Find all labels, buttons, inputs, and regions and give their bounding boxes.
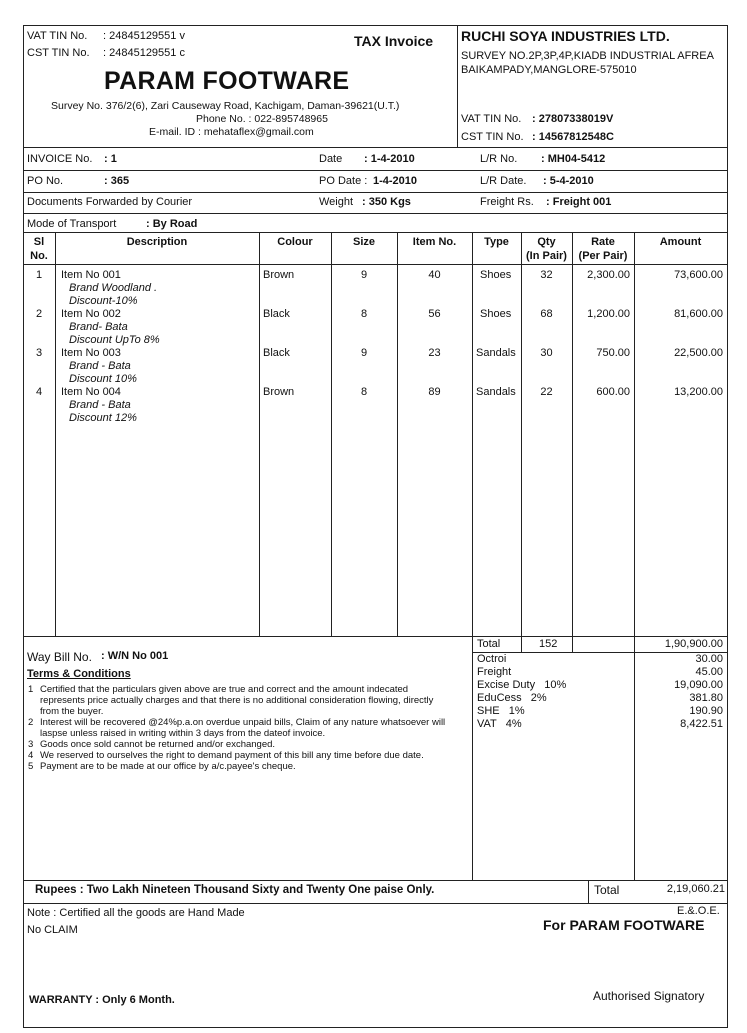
header-divider xyxy=(457,25,458,147)
line-table-bottom xyxy=(23,636,727,637)
item-type: Shoes xyxy=(480,308,512,320)
charge-excise-value: 19,090.00 xyxy=(674,679,723,691)
item-type: Sandals xyxy=(476,386,516,398)
invoice-no-label: INVOICE No. xyxy=(27,153,93,165)
date-label: Date xyxy=(319,153,343,165)
item-number: 23 xyxy=(428,347,441,359)
col-header-rate-unit: (Per Pair) xyxy=(578,250,628,262)
frame-bottom xyxy=(23,1027,727,1028)
line-rupees-top xyxy=(23,880,727,881)
line-rupees-bottom xyxy=(23,903,727,904)
item-discount: Discount 10% xyxy=(69,373,137,385)
item-sl: 2 xyxy=(35,308,43,320)
charge-vat-label: VAT 4% xyxy=(477,718,522,730)
item-number: 56 xyxy=(428,308,441,320)
weight-label: Weight xyxy=(319,196,354,208)
item-discount: Discount UpTo 8% xyxy=(69,334,160,346)
line-info-2 xyxy=(23,192,727,193)
total-amount: 1,90,900.00 xyxy=(664,638,723,650)
transport-label: Mode of Transport xyxy=(27,218,117,230)
term-number: 5 xyxy=(28,761,34,772)
col-header-colour: Colour xyxy=(277,236,313,248)
invoice-no-value: : 1 xyxy=(104,153,117,165)
buyer-address-line-1: SURVEY NO.2P,3P,4P,KIADB INDUSTRIAL AFREA xyxy=(461,50,714,62)
lr-no-label: L/R No. xyxy=(480,153,518,165)
col-header-rate: Rate xyxy=(591,236,615,248)
footer-eoe: E.&.O.E. xyxy=(677,905,720,917)
col-header-qty: Qty xyxy=(537,236,556,248)
term-number: 4 xyxy=(28,750,34,761)
col-header-size: Size xyxy=(352,236,375,248)
item-description: Item No 002 xyxy=(61,308,121,320)
footer-note: Note : Certified all the goods are Hand Made xyxy=(27,907,245,919)
freight-label: Freight Rs. xyxy=(480,196,534,208)
term-line: laspse unless raised in writing within 3 days from the dateof invoice. xyxy=(40,728,326,739)
item-brand: Brand - Bata xyxy=(69,399,131,411)
frame-top xyxy=(23,25,727,26)
item-rate: 600.00 xyxy=(596,386,630,398)
col-line-desc xyxy=(259,232,260,636)
weight-value: : 350 Kgs xyxy=(362,196,411,208)
term-number: 3 xyxy=(28,739,34,750)
col-line-itemno xyxy=(472,232,473,880)
item-colour: Brown xyxy=(263,386,295,398)
charge-freight-label: Freight xyxy=(477,666,512,678)
charge-vat-value: 8,422.51 xyxy=(680,718,723,730)
item-qty: 68 xyxy=(540,308,553,320)
col-line-colour xyxy=(331,232,332,636)
item-rate: 2,300.00 xyxy=(587,269,630,281)
po-no-label: PO No. xyxy=(27,175,64,187)
term-line: from the buyer. xyxy=(40,706,104,717)
line-info-1 xyxy=(23,170,727,171)
buyer-vat-tin-label: VAT TIN No. xyxy=(461,113,522,125)
waybill-label: Way Bill No. xyxy=(27,650,92,664)
freight-value: : Freight 001 xyxy=(546,196,612,208)
charge-octroi-value: 30.00 xyxy=(695,653,723,665)
term-line: represents price actually charges and that there is no additional consideration flowing, directly xyxy=(40,695,434,706)
item-qty: 30 xyxy=(540,347,553,359)
grand-total-amount: 2,19,060.21 xyxy=(666,883,725,895)
col-line-qty xyxy=(572,232,573,652)
buyer-vat-tin: : 27807338019V xyxy=(532,113,614,125)
col-line-grand-total xyxy=(588,880,589,903)
charge-freight-value: 45.00 xyxy=(695,666,723,678)
item-colour: Black xyxy=(263,308,290,320)
term-line: Certified that the particulars given above are true and correct and the amount indecated xyxy=(40,684,409,695)
total-label: Total xyxy=(477,638,501,650)
po-no-value: : 365 xyxy=(104,175,130,187)
total-qty: 152 xyxy=(539,638,558,650)
item-colour: Brown xyxy=(263,269,295,281)
item-amount: 73,600.00 xyxy=(674,269,723,281)
lr-no-value: : MH04-5412 xyxy=(541,153,606,165)
col-line-size xyxy=(397,232,398,636)
col-header-sl-no: No. xyxy=(30,250,48,262)
col-header-item-no: Item No. xyxy=(412,236,457,248)
item-size: 8 xyxy=(360,308,368,320)
frame-left xyxy=(23,25,24,1028)
charge-octroi-label: Octroi xyxy=(477,653,507,665)
item-amount: 22,500.00 xyxy=(674,347,723,359)
grand-total-label: Total xyxy=(594,883,620,897)
seller-address: Survey No. 376/2(6), Zari Causeway Road, Kachigam, Daman-39621(U.T.) xyxy=(51,100,400,112)
transport-value: : By Road xyxy=(146,218,198,230)
po-date-label: PO Date : xyxy=(319,175,368,187)
buyer-cst-tin: : 14567812548C xyxy=(532,131,614,143)
charge-excise-label: Excise Duty 10% xyxy=(477,679,567,691)
charge-educess-value: 381.80 xyxy=(689,692,723,704)
item-amount: 13,200.00 xyxy=(674,386,723,398)
item-colour: Black xyxy=(263,347,290,359)
seller-phone: Phone No. : 022-895748965 xyxy=(196,113,328,125)
term-number: 2 xyxy=(28,717,34,728)
item-number: 40 xyxy=(428,269,441,281)
charge-educess-label: EduCess 2% xyxy=(477,692,547,704)
line-header-bottom xyxy=(23,147,727,148)
footer-authorised-signatory: Authorised Signatory xyxy=(593,989,705,1003)
footer-warranty: WARRANTY : Only 6 Month. xyxy=(29,994,175,1006)
item-description: Item No 003 xyxy=(61,347,121,359)
col-header-type: Type xyxy=(484,236,509,248)
item-brand: Brand Woodland . xyxy=(69,282,158,294)
item-brand: Brand - Bata xyxy=(69,360,131,372)
col-line-type xyxy=(521,232,522,652)
item-number: 89 xyxy=(428,386,441,398)
document-title: TAX Invoice xyxy=(354,33,434,49)
item-rate: 750.00 xyxy=(596,347,630,359)
item-brand: Brand- Bata xyxy=(69,321,128,333)
line-table-top xyxy=(23,232,727,233)
po-date-value: 1-4-2010 xyxy=(373,175,418,187)
waybill-value: : W/N No 001 xyxy=(101,650,169,662)
term-line: Payment are to be made at our office by a/c.payee's cheque. xyxy=(40,761,296,772)
seller-cst-tin: : 24845129551 c xyxy=(103,47,185,59)
charge-she-label: SHE 1% xyxy=(477,705,525,717)
term-line: We reserved to ourselves the right to demand payment of this bill any time before due date. xyxy=(40,750,424,761)
item-description: Item No 004 xyxy=(61,386,121,398)
col-header-qty-unit: (In Pair) xyxy=(526,250,567,262)
item-description: Item No 001 xyxy=(61,269,121,281)
footer-for-company: For PARAM FOOTWARE xyxy=(543,917,705,933)
item-discount: Discount 12% xyxy=(69,412,137,424)
item-size: 9 xyxy=(360,347,368,359)
buyer-name: RUCHI SOYA INDUSTRIES LTD. xyxy=(461,28,670,44)
col-header-description: Description xyxy=(126,236,188,248)
col-header-amount: Amount xyxy=(659,236,702,248)
charge-she-value: 190.90 xyxy=(689,705,723,717)
col-line-rate xyxy=(634,232,635,880)
seller-name: PARAM FOOTWARE xyxy=(104,67,350,95)
item-amount: 81,600.00 xyxy=(674,308,723,320)
line-table-header-bottom xyxy=(23,264,727,265)
terms-heading: Terms & Conditions xyxy=(27,668,131,680)
item-size: 9 xyxy=(360,269,368,281)
item-sl: 4 xyxy=(35,386,43,398)
line-info-3 xyxy=(23,213,727,214)
seller-vat-tin: : 24845129551 v xyxy=(103,30,185,42)
date-value: : 1-4-2010 xyxy=(364,153,415,165)
amount-in-words: Rupees : Two Lakh Nineteen Thousand Sixty and Twenty One paise Only. xyxy=(35,884,435,896)
lr-date-value: : 5-4-2010 xyxy=(543,175,594,187)
item-qty: 22 xyxy=(540,386,553,398)
item-rate: 1,200.00 xyxy=(587,308,630,320)
buyer-address-line-2: BAIKAMPADY,MANGLORE-575010 xyxy=(461,64,637,76)
col-header-sl: Sl xyxy=(33,236,45,248)
item-sl: 3 xyxy=(35,347,43,359)
term-line: Interest will be recovered @24%p.a.on overdue unpaid bills, Claim of any nature whatsoever will xyxy=(40,717,446,728)
seller-cst-tin-label: CST TIN No. xyxy=(27,47,90,59)
seller-vat-tin-label: VAT TIN No. xyxy=(27,30,88,42)
term-number: 1 xyxy=(28,684,34,695)
col-line-sl xyxy=(55,232,56,636)
seller-email: E-mail. ID : mehataflex@gmail.com xyxy=(149,126,314,138)
term-line: Goods once sold cannot be returned and/or exchanged. xyxy=(40,739,276,750)
item-type: Shoes xyxy=(480,269,512,281)
item-discount: Discount-10% xyxy=(69,295,138,307)
footer-no-claim: No CLAIM xyxy=(27,924,78,936)
buyer-cst-tin-label: CST TIN No. xyxy=(461,131,524,143)
item-sl: 1 xyxy=(35,269,43,281)
item-type: Sandals xyxy=(476,347,516,359)
documents-forwarded: Documents Forwarded by Courier xyxy=(27,196,193,208)
item-size: 8 xyxy=(360,386,368,398)
frame-right xyxy=(727,25,728,1028)
lr-date-label: L/R Date. xyxy=(480,175,527,187)
item-qty: 32 xyxy=(540,269,553,281)
